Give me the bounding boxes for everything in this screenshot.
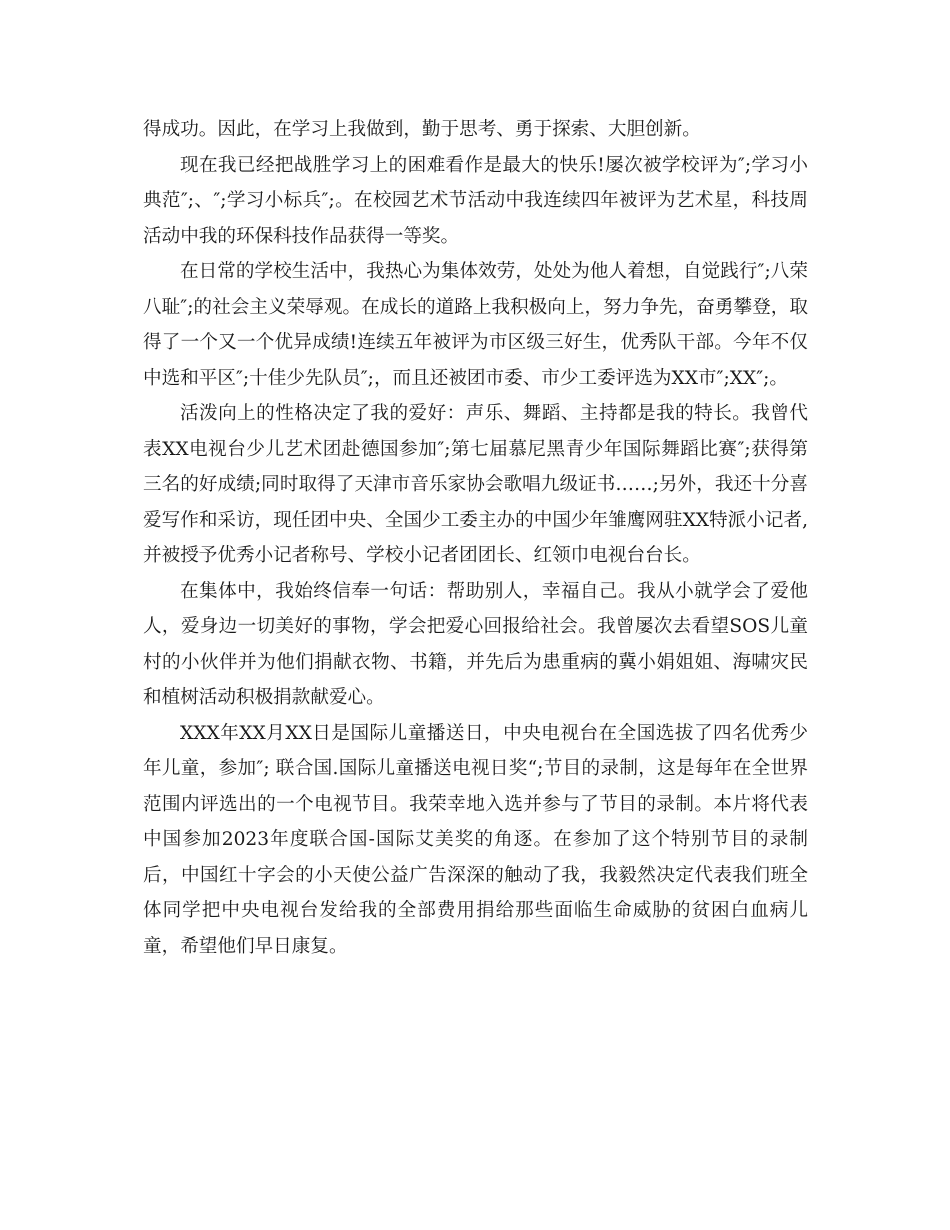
paragraph-hobbies: 活泼向上的性格决定了我的爱好：声乐、舞蹈、主持都是我的特长。我曾代表XX电视台少儿艺术团赴德国参加″;第七届慕尼黑青少年国际舞蹈比赛″;获得第三名的好成绩;同时取得了天津市音乐家协会歌唱九级证书……;另外，我还十分喜爱写作和采访，现任团中央、全国少工委主办的中国少年雏鹰网驻XX特派小记者,并被授予优秀小记者称号、学校小记者团团长、红领巾电视台台长。 [143, 403, 808, 566]
paragraph-school-life: 在日常的学校生活中，我热心为集体效劳，处处为他人着想，自觉践行″;八荣八耻″;的社会主义荣辱观。在成长的道路上我积极向上，努力争先，奋勇攀登，取得了一个又一个优异成绩!连续五年被评为市区级三好生，优秀队干部。今年不仅中选和平区″;十佳少先队员″;，而且还被团市委、市少工委评选为XX市″;XX″;。 [143, 261, 808, 389]
paragraph-study-awards: 现在我已经把战胜学习上的困难看作是最大的快乐!屡次被学校评为″;学习小典范″;、″;学习小标兵″;。在校园艺术节活动中我连续四年被评为艺术星，科技周活动中我的环保科技作品获得一等奖。 [143, 154, 808, 247]
paragraph-collective: 在集体中，我始终信奉一句话：帮助别人，幸福自己。我从小就学会了爱他人，爱身边一切美好的事物，学会把爱心回报给社会。我曾屡次去看望SOS儿童村的小伙伴并为他们捐献衣物、书籍，并先后为患重病的冀小娟姐姐、海啸灾民和植树活动积极捐款献爱心。 [143, 580, 808, 708]
paragraph-broadcast-day: XXX年XX月XX日是国际儿童播送日，中央电视台在全国选拔了四名优秀少年儿童，参加″; 联合国.国际儿童播送电视日奖“;节目的录制，这是每年在全世界范围内评选出的一个电视节目。我荣幸地入选并参与了节目的录制。本片将代表中国参加2023年度联合国-国际艾美奖的角逐。在参加了这个特别节目的录制后，中国红十字会的小天使公益广告深深的触动了我，我毅然决定代表我们班全体同学把中央电视台发给我的全部费用捐给那些面临生命威胁的贫困白血病儿童，希望他们早日康复。 [143, 722, 808, 957]
document-body [143, 112, 808, 964]
paragraph-continued: 得成功。因此，在学习上我做到，勤于思考、勇于探索、大胆创新。 [143, 119, 701, 140]
